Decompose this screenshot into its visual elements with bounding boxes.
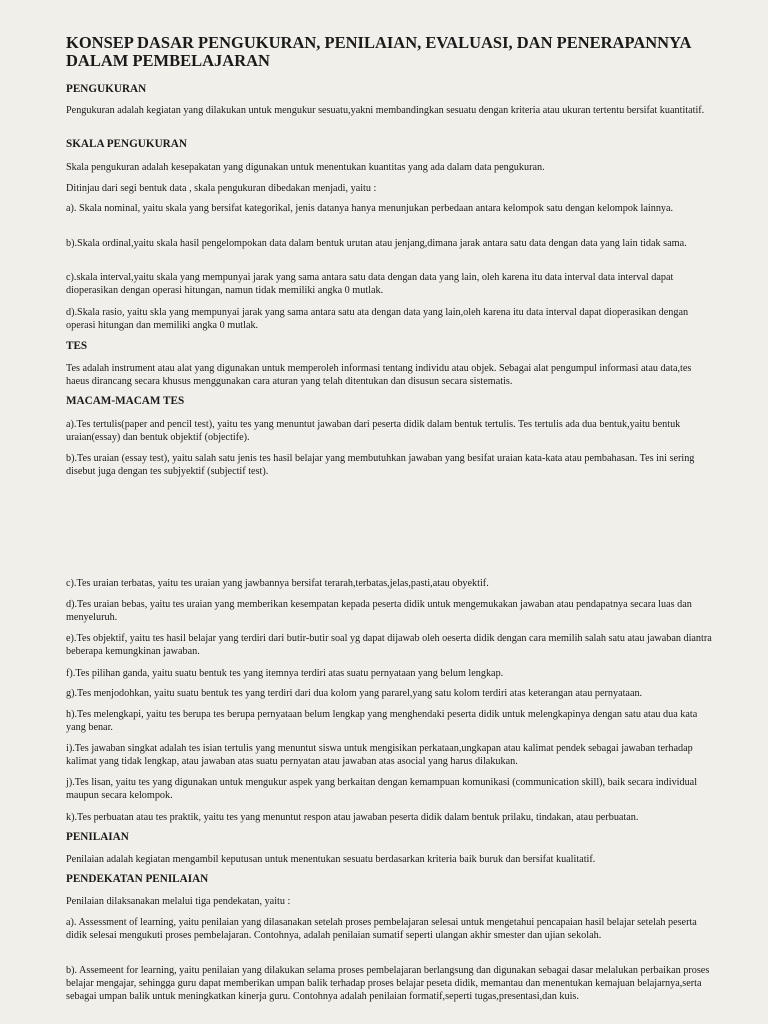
list-item-macam-f: f).Tes pilihan ganda, yaitu suatu bentuk tes yang itemnya terdiri atas suatu pernyataan yang belum lengkap. xyxy=(66,668,504,679)
heading-pengukuran: PENGUKURAN xyxy=(66,83,147,95)
list-item-skala-b: b).Skala ordinal,yaitu skala hasil pengelompokan data dalam bentuk urutan atau jenjang,dimana jarak antara satu data dengan data yang lain tidak sama. xyxy=(66,238,687,249)
heading-skala-pengukuran: SKALA PENGUKURAN xyxy=(66,138,187,150)
list-item-macam-b: b).Tes uraian (essay test), yaitu salah satu jenis tes hasil belajar yang membutuhkan jawaban yang besifat uraian kata-kata atau pembahasan. Tes ini sering disebut juga dengan tes subjyektif (subjectif test). xyxy=(66,453,695,477)
heading-penilaian: PENILAIAN xyxy=(66,831,129,843)
paragraph-pengukuran: Pengukuran adalah kegiatan yang dilakukan untuk mengukur sesuatu,yakni membandingkan sesuatu dengan kriteria atau ukuran tertentu bersifat kuantitatif. xyxy=(66,105,705,116)
list-item-macam-k: k).Tes perbuatan atau tes praktik, yaitu tes yang menuntut respon atau jawaban peserta didik dalam bentuk prilaku, tindakan, atau perbuatan. xyxy=(66,812,639,823)
list-item-skala-c: c).skala interval,yaitu skala yang mempunyai jarak yang sama antara satu data dengan data yang lain, oleh karena itu data interval data interval dapat dioperasikan dengan operasi hitungan, namun tidak memiliki angka 0 mutlak. xyxy=(66,272,674,296)
list-item-macam-c: c).Tes uraian terbatas, yaitu tes uraian yang jawbannya bersifat terarah,terbatas,jelas,pasti,atau obyektif. xyxy=(66,578,489,589)
list-item-pendekatan-a: a). Assessment of learning, yaitu penilaian yang dilasanakan setelah proses pembelajaran selesai untuk mengetahui pencapaian hasil belajar setelah peserta didik selesai mengukuti proses pembelajaran. Contohnya, adalah penilaian sumatif seperti ulangan akhir smester dan ujian sekolah. xyxy=(66,917,697,941)
list-item-macam-h: h).Tes melengkapi, yaitu tes berupa tes berupa pernyataan belum lengkap yang menghendaki peserta didik untuk melengkapinya dengan satu atau dua kata yang benar. xyxy=(66,709,698,733)
paragraph-pendekatan-intro: Penilaian dilaksanakan melalui tiga pendekatan, yaitu : xyxy=(66,896,291,907)
list-item-macam-i: i).Tes jawaban singkat adalah tes isian tertulis yang menuntut siswa untuk mengisikan perkataan,ungkapan atau kalimat pendek sebagai jawaban terhadap kalimat yang tidak lengkap, atau jawaban atas suatu pernyatan atau jawaban atas asocial yang harus dilakukan. xyxy=(66,743,693,767)
heading-pendekatan-penilaian: PENDEKATAN PENILAIAN xyxy=(66,873,209,885)
list-item-macam-a: a).Tes tertulis(paper and pencil test), yaitu tes yang menuntut jawaban dari peserta didik dalam bentuk tertulis. Tes tertulis ada dua bentuk,yaitu bentuk uraian(essay) dan bentuk objektif (objectife). xyxy=(66,419,681,443)
list-item-macam-g: g).Tes menjodohkan, yaitu suatu bentuk tes yang terdiri dari dua kolom yang pararel,yang satu kolom terdiri atas keterangan atau pernyataan. xyxy=(66,688,643,699)
list-item-macam-d: d).Tes uraian bebas, yaitu tes uraian yang memberikan kesempatan kepada peserta didik untuk mengemukakan jawaban atau pendapatnya secara luas dan menyeluruh. xyxy=(66,599,692,623)
paragraph-penilaian: Penilaian adalah kegiatan mengambil keputusan untuk menentukan sesuatu berdasarkan kriteria baik buruk dan bersifat kualitatif. xyxy=(66,854,596,865)
list-item-macam-j: j).Tes lisan, yaitu tes yang digunakan untuk mengukur aspek yang berkaitan dengan kemampuan komunikasi (communication skill), baik secara individual maupun secara kelompok. xyxy=(66,777,698,801)
heading-tes: TES xyxy=(66,340,88,352)
list-item-macam-e: e).Tes objektif, yaitu tes hasil belajar yang terdiri dari butir-butir soal yg dapat dijawab oleh oeserta didik dengan cara memilih salah satu atau jawaban diantra beberapa kemungkinan jawaban. xyxy=(66,633,712,657)
page-title: KONSEP DASAR PENGUKURAN, PENILAIAN, EVALUASI, DAN PENERAPANNYA DALAM PEMBELAJARAN xyxy=(66,33,691,70)
list-item-skala-d: d).Skala rasio, yaitu skla yang mempunyai jarak yang sama antara satu ata dengan data yang lain,oleh karena itu data interval dapat dioperasikan dengan operasi hitungan dan memiliki angka 0 mutlak. xyxy=(66,307,689,331)
paragraph-skala-definition: Skala pengukuran adalah kesepakatan yang digunakan untuk menentukan kuantitas yang ada dalam data pengukuran. xyxy=(66,162,545,173)
paragraph-tes: Tes adalah instrument atau alat yang digunakan untuk memperoleh informasi tentang individu atau objek. Sebagai alat pengumpul informasi atau data,tes haeus dirancang secara khusus menggunakan cara aturan yang telah ditentukan dan disusun secara sistematis. xyxy=(66,363,692,387)
list-item-pendekatan-b: b). Assemeent for learning, yaitu penilaian yang dilakukan selama proses pembelajaran berlangsung dan digunakan sebagai dasar melalukan perbaikan proses belajar mengajar, sehingga guru dapat memberikan umpan balik terhadap proses belajar peseta didik, memantau dan menentukan kemajuan belajarnya,serta sebagai umpan balik untuk meningkatkan kinerja guru. Contohnya adalah penilaian formatif,seperti tugas,presentasi,dan kuis. xyxy=(66,965,710,1002)
heading-macam-macam-tes: MACAM-MACAM TES xyxy=(66,395,185,407)
paragraph-skala-intro: Ditinjau dari segi bentuk data , skala pengukuran dibedakan menjadi, yaitu : xyxy=(66,183,377,194)
list-item-skala-a: a). Skala nominal, yaitu skala yang bersifat kategorikal, jenis datanya hanya menunjukan perbedaan antara kelompok satu dengan kelompok lainnya. xyxy=(66,203,674,214)
